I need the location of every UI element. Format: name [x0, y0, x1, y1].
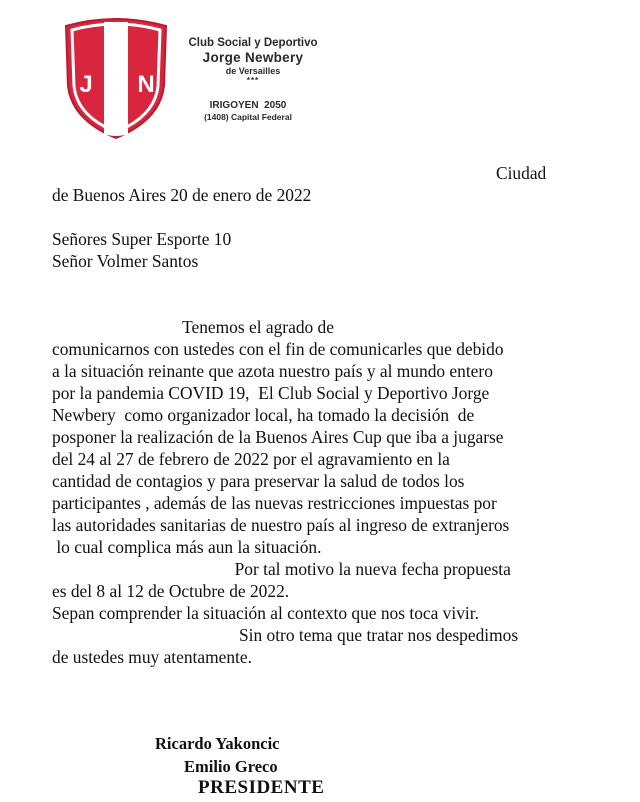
- body-line: del 24 al 27 de febrero de 2022 por el agravamiento en la: [52, 449, 450, 469]
- club-address-street: IRIGOYEN 2050: [209, 100, 287, 111]
- club-shield-logo: [60, 16, 172, 140]
- club-name-line1: Club Social y Deportivo: [188, 37, 318, 49]
- letter-body: [52, 316, 612, 668]
- body-line: las autoridades sanitarias de nuestro país al ingreso de extranjeros: [52, 515, 510, 535]
- body-line: comunicarnos con ustedes con el fin de comunicarles que debido: [52, 339, 504, 359]
- letterhead: [60, 16, 328, 142]
- body-line: cantidad de contagios y para preservar la salud de todos los: [52, 471, 465, 491]
- logo-letter-j: J: [79, 71, 93, 98]
- club-stars: ***: [246, 76, 260, 85]
- body-line: lo cual complica más aun la situación.: [52, 537, 322, 557]
- body-line: por la pandemia COVID 19, El Club Social y Deportivo Jorge: [52, 383, 490, 403]
- body-line: Sepan comprender la situación al contexto que nos toca vivir.: [52, 603, 479, 623]
- body-line: Sin otro tema que tratar nos despedimos: [52, 625, 519, 645]
- club-name-line3: de Versailles: [225, 66, 281, 76]
- club-address-city: (1408) Capital Federal: [204, 112, 292, 122]
- body-line: de ustedes muy atentamente.: [52, 647, 252, 667]
- shield-stripe: [104, 22, 128, 136]
- club-address-block: [188, 100, 308, 123]
- club-name-block: [178, 36, 328, 86]
- logo-letter-n: N: [137, 71, 155, 98]
- body-line: es del 8 al 12 de Octubre de 2022.: [52, 581, 290, 601]
- body-line: Por tal motivo la nueva fecha propuesta: [52, 559, 511, 579]
- recipient-line1: Señores Super Esporte 10: [52, 229, 232, 249]
- club-name-line2: Jorge Newbery: [202, 50, 304, 65]
- signatory-name-1: Ricardo Yakoncic: [155, 734, 280, 753]
- body-line: Tenemos el agrado de: [52, 317, 334, 337]
- body-line: participantes , además de las nuevas restricciones impuestas por: [52, 493, 497, 513]
- date-line2: de Buenos Aires 20 de enero de 2022: [52, 185, 312, 205]
- signatory-title: PRESIDENTE: [198, 777, 325, 798]
- date-line1: Ciudad: [496, 163, 547, 183]
- body-line: posponer la realización de la Buenos Aires Cup que iba a jugarse: [52, 427, 504, 447]
- body-line: a la situación reinante que azota nuestro país y al mundo entero: [52, 361, 493, 381]
- signatory-name-2: Emilio Greco: [184, 757, 278, 776]
- recipient-line2: Señor Volmer Santos: [52, 251, 199, 271]
- body-line: Newbery como organizador local, ha tomado la decisión de: [52, 405, 475, 425]
